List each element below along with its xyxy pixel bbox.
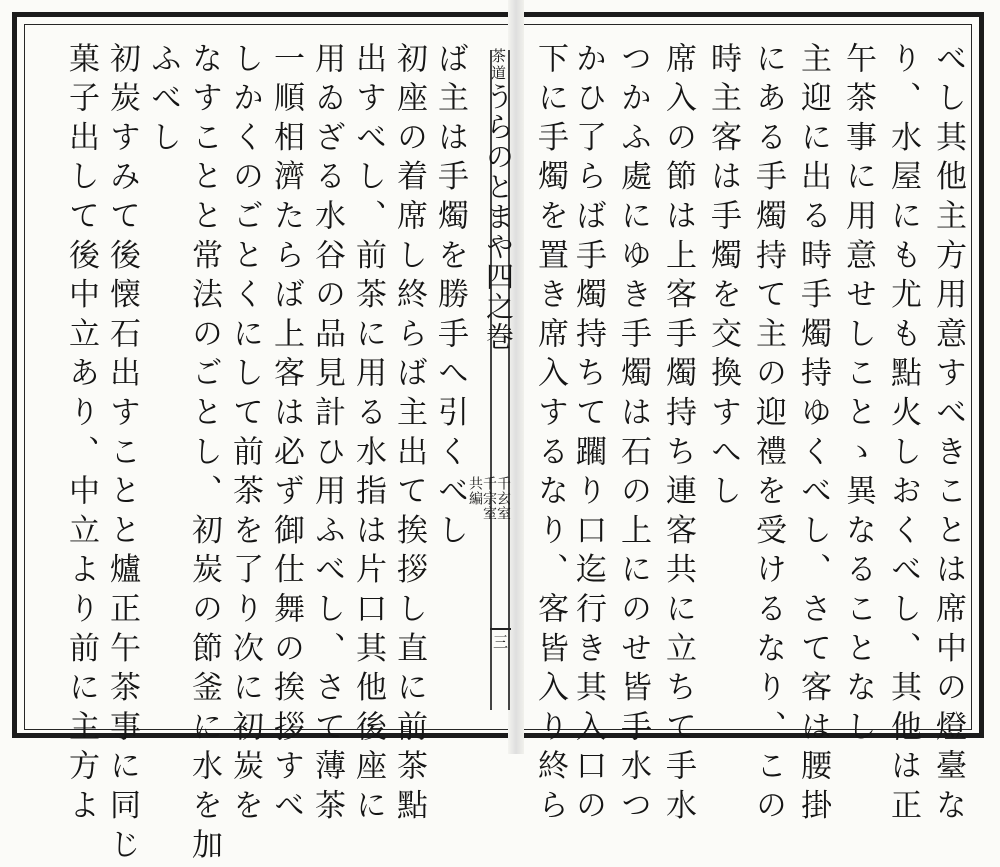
- editor-note: 共編: [467, 476, 483, 506]
- right-page-column-4: 主迎に出る時手燭持ゆくべし、さて客は腰掛: [795, 42, 831, 828]
- page-number: 三: [490, 628, 511, 649]
- left-page-column-9: 初炭すみて後懐石出すことと爐正午茶事に同じ: [104, 42, 140, 867]
- left-page-column-2: 初座の着席し終らば主出て挨拶し直に前茶點: [391, 42, 427, 828]
- editors: [467, 476, 511, 521]
- left-page-column-6: しかくのごとくにして前茶を了り次に初炭を: [227, 42, 263, 828]
- right-page-column-3: 午茶事に用意せしことゝ異なることなし: [840, 42, 876, 750]
- right-page-column-9: かひ了らば手燭持ちて躙り口迄行き其入口の: [570, 42, 606, 828]
- left-page-column-3: 出すべし、前茶に用る水指は片口其他後座に: [350, 42, 386, 828]
- book-title: うらのとまや: [482, 82, 515, 262]
- right-page-column-5: にある手燭持て主の迎禮を受けるなり、この: [750, 42, 786, 828]
- running-title-column: [467, 30, 518, 725]
- right-page-column-1: べし其他主方用意すべきことは席中の燈臺な: [930, 42, 966, 828]
- right-page-column-7: 席入の節は上客手燭持ち連客共に立ちて手水: [660, 42, 696, 828]
- volume-label: 四之巻: [482, 262, 515, 352]
- left-page-column-7: なすことと常法のごとし、初炭の節釜に水を加: [186, 42, 222, 867]
- left-page-column-1: ば主は手燭を勝手へ引くべし: [432, 42, 468, 553]
- series-name: 茶道: [489, 48, 507, 82]
- right-page-column-10: 下に手燭を置き席入するなり、客皆入り終ら: [532, 42, 568, 828]
- editor-1: 千玄室: [495, 476, 511, 521]
- right-page-column-8: つかふ處にゆき手燭は石の上にのせ皆手水つ: [615, 42, 651, 828]
- editor-2: 千宗室: [481, 476, 497, 521]
- left-page-column-4: 用ゐざる水谷の品見計ひ用ふべし、さて薄茶: [309, 42, 345, 828]
- right-page-column-6: 時主客は手燭を交換すへし: [705, 42, 741, 514]
- left-page-column-5: 一順相濟たらば上客は必ず御仕舞の挨拶すべ: [268, 42, 304, 828]
- left-page-column-8: ふべし: [145, 42, 181, 160]
- left-page-column-10: 菓子出して後中立あり、中立より前に主方よ: [63, 42, 99, 828]
- right-page-column-2: り、水屋にも尤も點火しおくべし、其他は正: [885, 42, 921, 828]
